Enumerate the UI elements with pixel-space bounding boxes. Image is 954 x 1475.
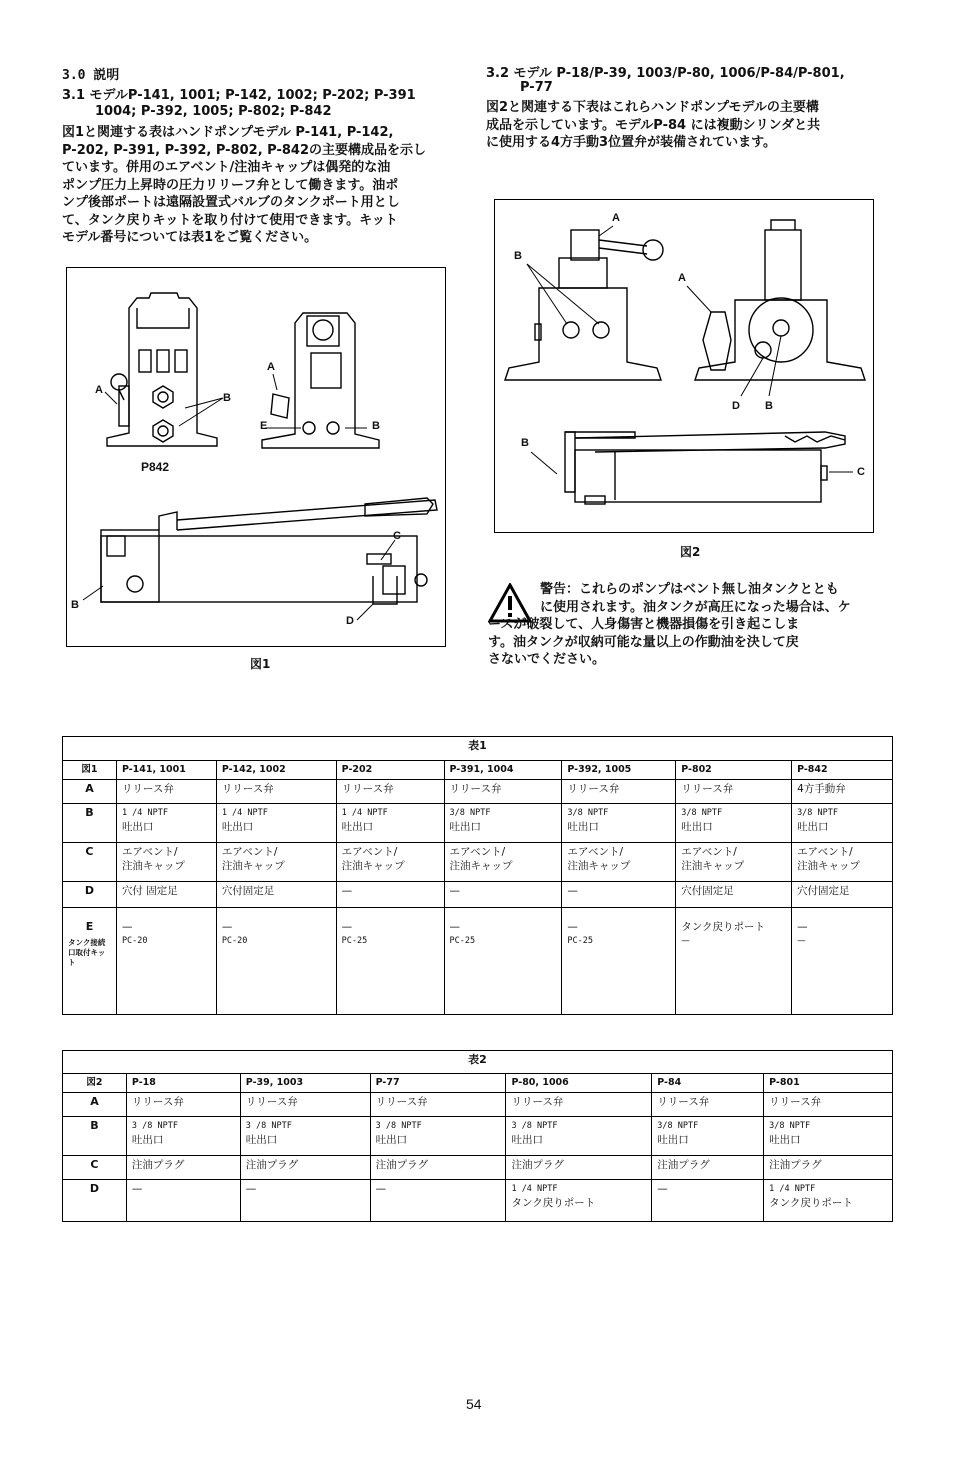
figure-1-model-label: P842 xyxy=(141,460,170,474)
subsection-heading-3-2-cont: P-77 xyxy=(520,80,553,95)
figure-1-label-c: C xyxy=(393,530,401,542)
table-row: B 3 /8 NPTF 吐出口 3 /8 NPTF 吐出口 3 /8 NPTF 吐出口 3 /8 NPTF 吐出口 3/8 NPTF 吐出口 3/8 NPTF 吐出口 xyxy=(63,1117,893,1156)
table-2-corner: 図2 xyxy=(63,1074,127,1093)
table-1-corner: 図1 xyxy=(63,761,117,780)
table-row: B 1 /4 NPTF 吐出口 1 /4 NPTF 吐出口 1 /4 NPTF 吐出口 3/8 NPTF 吐出口 3/8 NPTF 吐出口 3/8 NPTF 吐出口 3/8 NPTF 吐出口 xyxy=(63,804,893,843)
table-row: A リリース弁 リリース弁 リリース弁 リリース弁 リリース弁 リリース弁 xyxy=(63,1093,893,1117)
figure-2-label-a-side: A xyxy=(678,272,686,284)
figure-1-caption: 図1 xyxy=(250,657,271,671)
figure-1-label-d: D xyxy=(346,615,354,627)
figure-2-label-b: B xyxy=(514,250,522,262)
figure-1-label-b: B xyxy=(223,392,231,404)
table-row: D 穴付 固定足 穴付固定足 — — — 穴付固定足 穴付固定足 xyxy=(63,882,893,908)
table-2-header: P-84 xyxy=(652,1074,764,1093)
table-2-caption: 表2 xyxy=(63,1051,893,1074)
table-row: C 注油プラグ 注油プラグ 注油プラグ 注油プラグ 注油プラグ 注油プラグ xyxy=(63,1156,893,1180)
table-row: A リリース弁 リリース弁 リリース弁 リリース弁 リリース弁 リリース弁 4方手動弁 xyxy=(63,780,893,804)
figure-1-label-b-side: B xyxy=(372,420,380,432)
figure-2-label-c: C xyxy=(857,466,865,478)
table-1 xyxy=(62,736,893,1015)
section-heading: 3.0 説明 xyxy=(62,68,120,83)
table-2-header: P-801 xyxy=(764,1074,893,1093)
table-2-header: P-18 xyxy=(126,1074,240,1093)
table-1-header: P-202 xyxy=(336,761,444,780)
table-1-header: P-802 xyxy=(676,761,792,780)
figure-1 xyxy=(66,267,446,647)
table-2-header: P-39, 1003 xyxy=(240,1074,370,1093)
table-2 xyxy=(62,1050,893,1222)
table-1-caption: 表1 xyxy=(63,737,893,761)
figure-2-label-d: D xyxy=(732,400,740,412)
warning-text-bottom: ースが破裂して、人身傷害と機器損傷を引き起こしま す。油タンクが収納可能な量以上の作動油を決して戻 さないでください。 xyxy=(488,617,800,667)
table-2-header: P-77 xyxy=(370,1074,506,1093)
figure-2-label-b-side: B xyxy=(765,400,773,412)
figure-2-caption: 図2 xyxy=(680,545,701,559)
table-row: E タンク接続口取付キット — PC-20 — PC-20 — PC-25 — PC-25 — PC-25 タンク戻りポート — — — xyxy=(63,908,893,1015)
section-3-2-body: 図2と関連する下表はこれらハンドポンプモデルの主要構 成品を示しています。モデルP-84 には複動シリンダと共 に使用する4方手動3位置弁が装備されています。 xyxy=(486,100,821,150)
page-number: 54 xyxy=(466,1396,482,1412)
subsection-heading-3-1-cont: 1004; P-392, 1005; P-802; P-842 xyxy=(95,104,332,119)
figure-2-label-b-lower: B xyxy=(521,437,529,449)
figure-1-label-e: E xyxy=(260,420,268,432)
table-1-header: P-391, 1004 xyxy=(444,761,562,780)
table-1-header: P-392, 1005 xyxy=(562,761,676,780)
table-1-header: P-842 xyxy=(792,761,893,780)
section-3-1-body: 図1と関連する表はハンドポンプモデル P-141, P-142, P-202, P-391, P-392, P-802, P-842の主要構成品を示し ています。併用のエアベント/注油キャップは偶発的な油 ポンプ圧力上昇時の圧力リリーフ弁として働きます。油ポ ンプ後部ポートは遠隔設置式バルブのタンクポート用とし て、タンク戻りキットを取り付けて使用できます。キット モデル番号については表1をご覧ください。 xyxy=(62,125,427,245)
figure-2-label-a: A xyxy=(612,212,620,224)
figure-1-label-a: A xyxy=(95,384,103,396)
figure-1-label-a-side: A xyxy=(267,361,275,373)
warning-text-top: 警告：これらのポンプはベント無し油タンクととも に使用されます。油タンクが高圧になった場合は、ケ xyxy=(540,582,851,615)
table-row: D — — — 1 /4 NPTF タンク戻りポート — 1 /4 NPTF タンク戻りポート xyxy=(63,1180,893,1222)
table-row: C エアベント/ 注油キャップ エアベント/ 注油キャップ エアベント/ 注油キャップ エアベント/ 注油キャップ エアベント/ 注油キャップ エアベント/ 注油キャップ エアベント/ 注油キャップ xyxy=(63,843,893,882)
figure-1-label-b-lower: B xyxy=(71,599,79,611)
subsection-heading-3-2: 3.2 モデル P-18/P-39, 1003/P-80, 1006/P-84/P-801, xyxy=(486,66,845,81)
figure-2 xyxy=(494,199,874,533)
table-1-header: P-141, 1001 xyxy=(116,761,216,780)
table-1-header: P-142, 1002 xyxy=(216,761,336,780)
figure-1-drawing xyxy=(67,268,445,646)
subsection-heading-3-1: 3.1 モデルP-141, 1001; P-142, 1002; P-202; P-391 xyxy=(62,88,416,103)
table-2-header: P-80, 1006 xyxy=(506,1074,652,1093)
figure-2-drawing xyxy=(495,200,873,532)
